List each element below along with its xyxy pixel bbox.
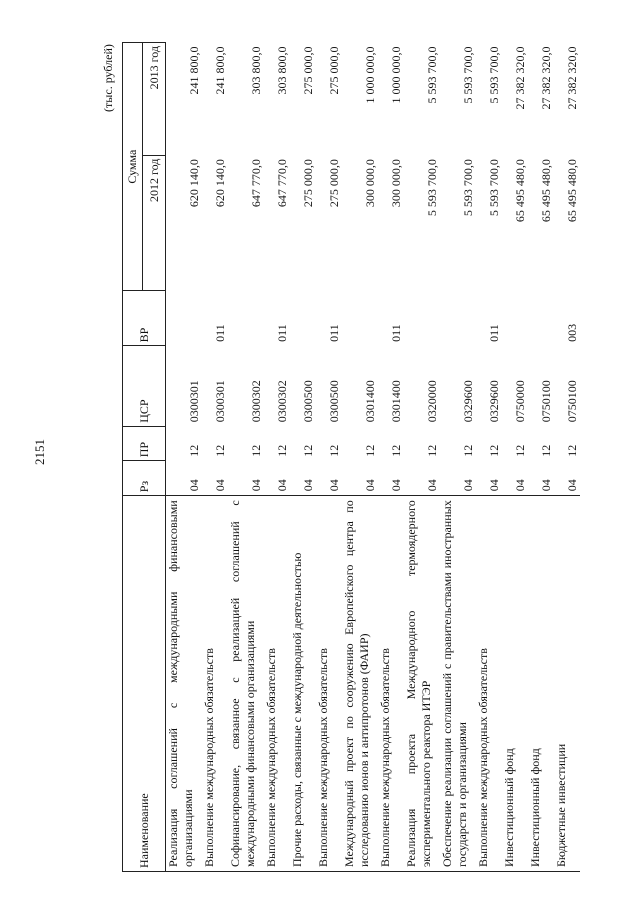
row-csr: 0300302 [274, 380, 289, 423]
row-name: Реализация проекта Международного термоядерного экспериментального реактора ИТЭР [404, 496, 440, 872]
row-name: Выполнение международных обязательств [378, 496, 404, 872]
row-sum-2012: 5 593 700,0 [424, 159, 439, 217]
row-vr: 011 [326, 324, 341, 342]
row-vr [290, 291, 316, 346]
header-csr: ЦСР [123, 346, 166, 426]
row-name: Реализация соглашений с международными финансовыми организациями [166, 496, 202, 872]
row-csr: 0300500 [326, 380, 341, 423]
table-row [228, 43, 264, 872]
row-rz: 04 [362, 479, 377, 492]
row-csr: 0320000 [424, 380, 439, 423]
row-pr: 12 [300, 444, 315, 457]
row-pr: 12 [538, 444, 553, 457]
row-rz: 04 [460, 479, 475, 492]
row-rz: 04 [248, 479, 263, 492]
row-sum-2012: 620 140,0 [186, 159, 201, 208]
table-row [404, 43, 440, 872]
header-pr: ПР [123, 426, 166, 460]
table-row [378, 43, 404, 872]
header-rz: Рз [123, 461, 166, 496]
row-pr: 12 [362, 444, 377, 457]
header-vr: ВР [123, 291, 166, 346]
row-vr: 011 [388, 324, 403, 342]
row-name: Прочие расходы, связанные с международной деятельностью [290, 496, 316, 872]
row-csr: 0300302 [248, 380, 263, 423]
row-sum-2013: 5 593 700,0 [424, 46, 439, 104]
row-vr: 011 [486, 324, 501, 342]
row-csr: 0750100 [538, 380, 553, 423]
row-pr: 12 [512, 444, 527, 457]
row-name: Обеспечение реализации соглашений с правительствами иностранных государств и организациями [440, 496, 476, 872]
row-rz: 04 [274, 479, 289, 492]
table-row [264, 43, 290, 872]
page-number: 2151 [32, 439, 47, 465]
row-name: Выполнение международных обязательств [202, 496, 228, 872]
row-csr: 0750000 [512, 380, 527, 423]
row-rz: 04 [486, 479, 501, 492]
row-sum-2012: 65 495 480,0 [564, 159, 579, 223]
table-row [342, 43, 378, 872]
row-vr [342, 291, 378, 346]
row-vr: 011 [274, 324, 289, 342]
row-sum-2013: 5 593 700,0 [460, 46, 475, 104]
row-csr: 0329600 [486, 380, 501, 423]
row-pr: 12 [460, 444, 475, 457]
row-name: Выполнение международных обязательств [476, 496, 502, 872]
row-csr: 0300301 [212, 380, 227, 423]
row-vr [440, 291, 476, 346]
table-body [166, 43, 580, 872]
table-row [440, 43, 476, 872]
row-pr: 12 [326, 444, 341, 457]
header-2013: 2013 год [143, 43, 166, 156]
row-rz: 04 [212, 479, 227, 492]
row-pr: 12 [388, 444, 403, 457]
row-name: Инвестиционный фонд [502, 496, 528, 872]
row-pr: 12 [424, 444, 439, 457]
row-sum-2013: 275 000,0 [300, 46, 315, 95]
row-sum-2013: 303 800,0 [248, 46, 263, 95]
row-rz: 04 [538, 479, 553, 492]
row-sum-2012: 5 593 700,0 [486, 159, 501, 217]
unit-note: (тыс. рублей) [101, 44, 115, 112]
row-pr: 12 [486, 444, 501, 457]
row-sum-2012: 65 495 480,0 [538, 159, 553, 223]
row-sum-2012: 620 140,0 [212, 159, 227, 208]
budget-table [122, 42, 580, 872]
row-name: Софинансирование, связанное с реализацией соглашений с международными финансовыми организациями [228, 496, 264, 872]
row-sum-2012: 65 495 480,0 [512, 159, 527, 223]
row-rz: 04 [326, 479, 341, 492]
table-row [528, 43, 554, 872]
row-sum-2013: 275 000,0 [326, 46, 341, 95]
row-csr: 0301400 [388, 380, 403, 423]
row-sum-2013: 241 800,0 [186, 46, 201, 95]
row-pr: 12 [248, 444, 263, 457]
row-rz: 04 [300, 479, 315, 492]
row-sum-2013: 27 382 320,0 [564, 46, 579, 110]
row-pr: 12 [212, 444, 227, 457]
row-sum-2013: 1 000 000,0 [388, 46, 403, 104]
row-sum-2012: 275 000,0 [300, 159, 315, 208]
row-name: Бюджетные инвестиции [554, 496, 580, 872]
header-name: Наименование [123, 496, 166, 872]
row-vr [166, 291, 202, 346]
row-sum-2012: 275 000,0 [326, 159, 341, 208]
row-sum-2012: 647 770,0 [248, 159, 263, 208]
row-vr [404, 291, 440, 346]
row-vr [502, 291, 528, 346]
table-row [166, 43, 202, 872]
row-vr: 003 [564, 323, 579, 342]
row-rz: 04 [388, 479, 403, 492]
table-row [476, 43, 502, 872]
row-csr: 0300301 [186, 380, 201, 423]
row-csr: 0750100 [564, 380, 579, 423]
header-2012: 2012 год [143, 155, 166, 291]
row-sum-2013: 27 382 320,0 [538, 46, 553, 110]
row-name: Инвестиционный фонд [528, 496, 554, 872]
row-sum-2013: 5 593 700,0 [486, 46, 501, 104]
row-pr: 12 [186, 444, 201, 457]
row-rz: 04 [512, 479, 527, 492]
row-rz: 04 [564, 479, 579, 492]
budget-table-container [122, 42, 579, 872]
row-sum-2012: 5 593 700,0 [460, 159, 475, 217]
row-sum-2013: 241 800,0 [212, 46, 227, 95]
row-csr: 0329600 [460, 380, 475, 423]
row-sum-2013: 1 000 000,0 [362, 46, 377, 104]
row-sum-2012: 300 000,0 [362, 159, 377, 208]
table-row [502, 43, 528, 872]
row-sum-2012: 647 770,0 [274, 159, 289, 208]
row-pr: 12 [564, 444, 579, 457]
table-row [316, 43, 342, 872]
row-csr: 0300500 [300, 380, 315, 423]
row-vr: 011 [212, 324, 227, 342]
table-row [202, 43, 228, 872]
row-rz: 04 [186, 479, 201, 492]
row-sum-2012: 300 000,0 [388, 159, 403, 208]
row-sum-2013: 303 800,0 [274, 46, 289, 95]
row-vr [528, 291, 554, 346]
header-sum: Сумма [123, 43, 143, 291]
row-csr: 0301400 [362, 380, 377, 423]
row-name: Международный проект по сооружению Европейского центра по исследованию ионов и антипротонов (ФАИР) [342, 496, 378, 872]
row-pr: 12 [274, 444, 289, 457]
table-row [554, 43, 580, 872]
row-vr [228, 291, 264, 346]
table-row [290, 43, 316, 872]
row-rz: 04 [424, 479, 439, 492]
row-sum-2013: 27 382 320,0 [512, 46, 527, 110]
row-name: Выполнение международных обязательств [316, 496, 342, 872]
row-name: Выполнение международных обязательств [264, 496, 290, 872]
